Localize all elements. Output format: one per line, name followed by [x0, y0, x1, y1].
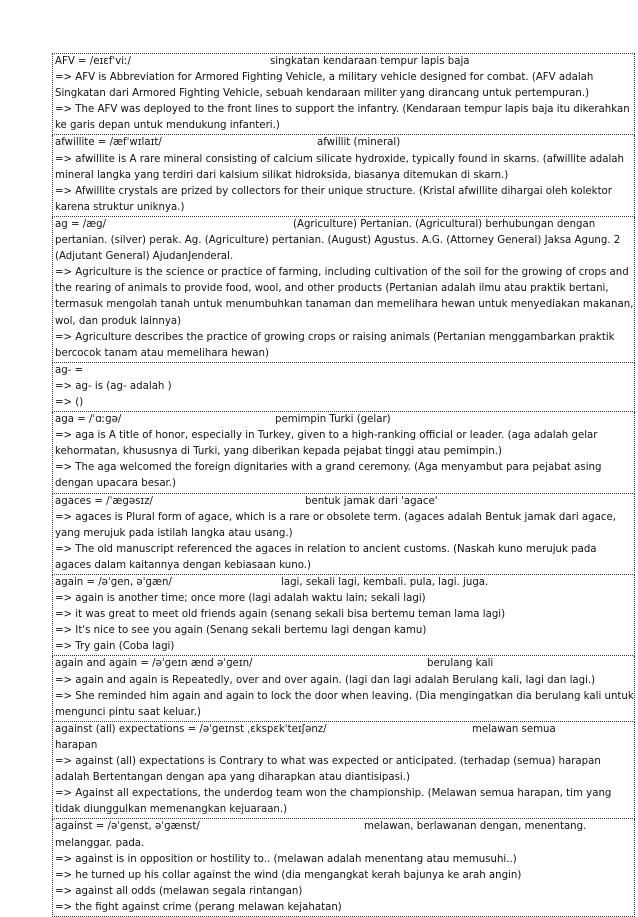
dictionary-document: [52, 53, 635, 917]
entry-definition: melawan semua: [472, 723, 556, 735]
entry-example-line: => She reminded him again and again to lock the door when leaving. (Dia mengingatkan dia berulang kali untuk mengunci pintu saat keluar.): [55, 690, 634, 718]
entry-example-line: => ag- is (ag- adalah ): [55, 380, 172, 392]
entry-example-line: => against (all) expectations is Contrary to what was expected or anticipated. (terhadap (semua) harapan adalah Bertentangan dengan apa yang diharapkan atau diantisipasi.): [55, 756, 601, 784]
entry-example-line: => Try gain (Coba lagi): [55, 641, 175, 653]
dictionary-entry: [52, 656, 635, 721]
entry-term: afwillite = /æfˈwɪlaɪt/: [55, 137, 162, 149]
entry-example-line: => (): [55, 396, 84, 408]
dictionary-entry: [52, 217, 635, 363]
entry-definition: singkatan kendaraan tempur lapis baja: [270, 56, 470, 67]
entry-term: against = /əˈɡenst, əˈɡænst/: [55, 821, 200, 833]
entry-example-line: => it was great to meet old friends again (senang sekali bisa bertemu teman lama lagi): [55, 609, 506, 621]
entry-headword: [55, 217, 634, 233]
entry-definition: melawan, berlawanan dengan, menentang.: [364, 821, 587, 833]
entry-term: agaces = /ˈæɡəsɪz/: [55, 495, 153, 507]
entry-term: aga = /ˈɑːɡə/: [55, 414, 122, 426]
entry-definition: pemimpin Turki (gelar): [275, 414, 391, 426]
entry-headword: [55, 135, 634, 151]
entry-headword: [55, 494, 634, 510]
entry-term: AFV = /eɪɛfˈviː/: [55, 56, 131, 67]
entry-example-line: => The aga welcomed the foreign dignitaries with a grand ceremony. (Aga menyambut para pejabat asing dengan upacara besar.): [55, 462, 602, 490]
entry-definition: lagi, sekali lagi, kembali. pula, lagi. juga.: [281, 577, 489, 588]
dictionary-entry: [52, 575, 635, 656]
entry-headword: [55, 575, 634, 591]
entry-example-line: => the fight against crime (perang melawan kejahatan): [55, 901, 342, 913]
entry-example-line: => It's nice to see you again (Senang sekali bertemu lagi dengan kamu): [55, 625, 427, 637]
entry-example-line: => aga is A title of honor, especially in Turkey, given to a high-ranking official or leader. (aga adalah gelar kehormatan, khususnya di Turki, yang diberikan kepada pejabat tinggi atau pemimpin.): [55, 430, 598, 458]
entry-term: ag = /æg/: [55, 218, 107, 230]
entry-example-line: => The AFV was deployed to the front lines to support the infantry. (Kendaraan tempur lapis baja itu dikerahkan ke garis depan untuk mendukung infanteri.): [55, 104, 630, 132]
entry-definition: afwillit (mineral): [317, 137, 401, 149]
entry-example-line: => against all odds (melawan segala rintangan): [55, 885, 303, 897]
entry-example-line: => against is in opposition or hostility to.. (melawan adalah menentang atau memusuhi..): [55, 853, 517, 865]
entry-headword: [55, 722, 634, 738]
entry-example-line: => Agriculture is the science or practice of farming, including cultivation of the soil for the growing of crops and the rearing of animals to provide food, wool, and other products (Pertanian adalah ilmu atau praktik bertani, termasuk mengolah tanah untuk menumbuhkan tanaman dan memelihara hewan untuk menyediakan makanan, wol, dan produk lainnya): [55, 267, 634, 327]
dictionary-entry: [52, 53, 635, 135]
entry-headword: [55, 54, 634, 70]
dictionary-entry: [52, 412, 635, 493]
entry-term: against (all) expectations = /əˈɡeɪnst ˌɛkspɛkˈteɪʃənz/: [55, 723, 327, 735]
entry-example-line: => Agriculture describes the practice of growing crops or raising animals (Pertanian menggambarkan praktik bercocok tanam atau memelihara hewan): [55, 331, 615, 359]
entry-example-line: => Against all expectations, the underdog team won the championship. (Melawan semua harapan, tim yang tidak diunggulkan memenangkan kejuaraan.): [55, 788, 612, 816]
entry-headword: [55, 412, 634, 428]
entry-headword: [55, 363, 634, 379]
entry-definition: bentuk jamak dari 'agace': [305, 495, 438, 507]
entry-example-line: => afwillite is A rare mineral consisting of calcium silicate hydroxide, typically found in skarns. (afwillite adalah mineral langka yang terdiri dari kalsium silikat hidroksida, biasanya ditemukan di skarn.): [55, 153, 624, 181]
entry-definition-continued: melanggar. pada.: [55, 837, 145, 849]
entry-example-line: => he turned up his collar against the wind (dia mengangkat kerah bajunya ke arah angin): [55, 869, 522, 881]
entry-example-line: => agaces is Plural form of agace, which is a rare or obsolete term. (agaces adalah Bentuk jamak dari agace, yang merujuk pada istilah langka atau usang.): [55, 511, 616, 539]
entry-example-line: => AFV is Abbreviation for Armored Fighting Vehicle, a military vehicle designed for combat. (AFV adalah Singkatan dari Armored Fighting Vehicle, sebuah kendaraan militer yang dirancang untuk pertempuran.): [55, 72, 594, 100]
dictionary-entry: [52, 363, 635, 412]
entry-headword: [55, 656, 634, 672]
entry-definition-continued: pertanian. (silver) perak. Ag. (Agriculture) pertanian. (August) Agustus. A.G. (Attorney General) Jaksa Agung. 2 (Adjutant General) AjudanJenderal.: [55, 235, 621, 263]
entry-example-line: => The old manuscript referenced the agaces in relation to ancient customs. (Naskah kuno merujuk pada agaces dalam kaitannya dengan kebiasaan kuno.): [55, 543, 597, 571]
entry-term: again = /əˈɡen, əˈɡæn/: [55, 577, 172, 588]
entry-example-line: => again and again is Repeatedly, over and over again. (lagi dan lagi adalah Berulang kali, lagi dan lagi.): [55, 674, 596, 686]
entry-example-line: => again is another time; once more (lagi adalah waktu lain; sekali lagi): [55, 593, 426, 605]
entry-headword: [55, 819, 634, 835]
entry-term: ag- =: [55, 364, 84, 376]
dictionary-entry: [52, 722, 635, 820]
dictionary-entry: [52, 494, 635, 575]
entry-definition-continued: harapan: [55, 739, 98, 751]
entry-term: again and again = /əˈɡeɪn ænd əˈɡeɪn/: [55, 658, 253, 670]
entry-example-line: => Afwillite crystals are prized by collectors for their unique structure. (Kristal afwillite dihargai oleh kolektor karena struktur uniknya.): [55, 185, 612, 213]
entry-definition: (Agriculture) Pertanian. (Agricultural) berhubungan dengan: [293, 218, 596, 230]
entry-definition: berulang kali: [427, 658, 494, 670]
dictionary-entry: [52, 135, 635, 216]
dictionary-entry: [52, 819, 635, 917]
